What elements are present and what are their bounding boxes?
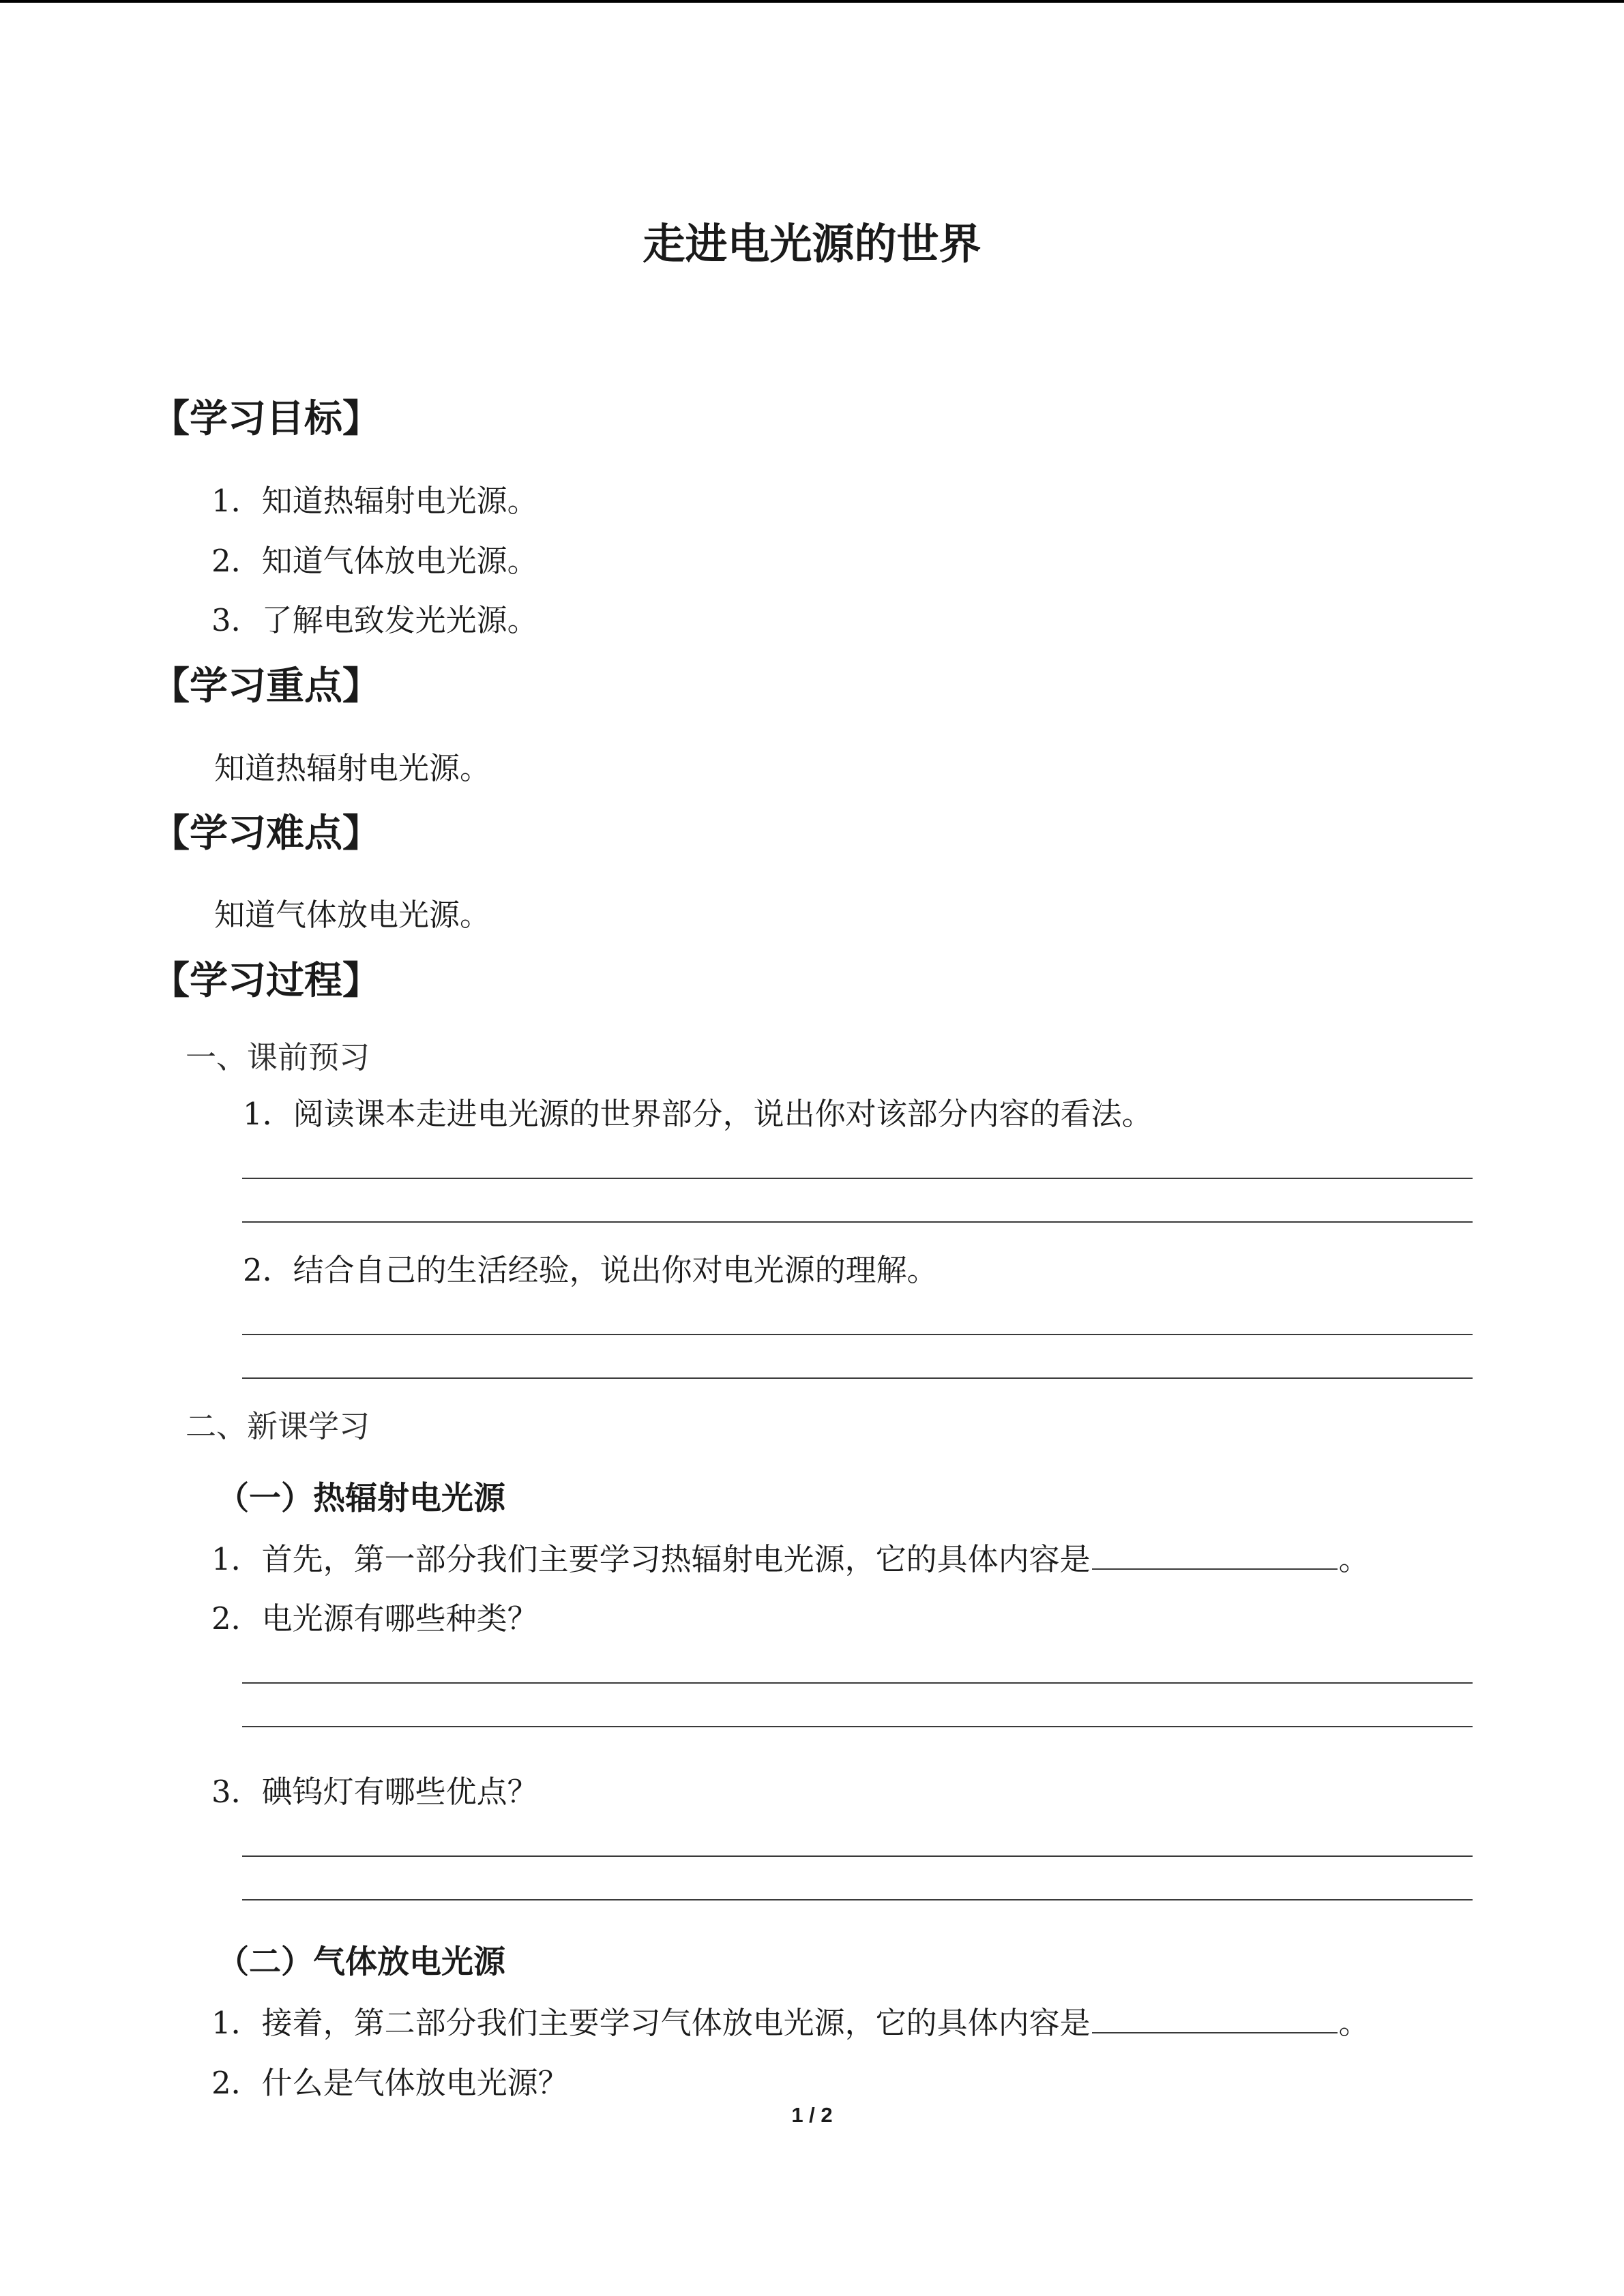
answer-line xyxy=(242,1899,1473,1900)
part2-question-1-text: 1．接着，第二部分我们主要学习气体放电光源，它的具体内容是 xyxy=(211,2005,1091,2041)
part1-question-2: 2．电光源有哪些种类？ xyxy=(211,1600,538,1637)
answer-line xyxy=(242,1726,1473,1727)
part2-question-1-end: 。 xyxy=(1338,2005,1370,2041)
key-points-heading: 【学习重点】 xyxy=(151,664,381,709)
part2-question-1 xyxy=(211,1998,1370,2042)
part1-title: （一）热辐射电光源 xyxy=(217,1480,505,1517)
part1-question-3: 3．碘钨灯有哪些优点？ xyxy=(211,1774,538,1810)
learning-process-heading: 【学习过程】 xyxy=(151,958,381,1003)
goal-item: 2．知道气体放电光源。 xyxy=(211,543,538,579)
part1-question-1-text: 1．首先，第一部分我们主要学习热辐射电光源，它的具体内容是 xyxy=(211,1541,1091,1577)
preview-question-2: 2．结合自己的生活经验，说出你对电光源的理解。 xyxy=(243,1252,938,1288)
difficulty-text: 知道气体放电光源。 xyxy=(214,897,491,933)
learning-goals-heading: 【学习目标】 xyxy=(151,396,381,441)
answer-line xyxy=(242,1682,1473,1684)
part2-title: （二）气体放电光源 xyxy=(217,1943,505,1981)
part1-question-1 xyxy=(211,1534,1370,1579)
document-title: 走进电光源的世界 xyxy=(643,219,981,269)
answer-line xyxy=(242,1178,1473,1179)
answer-line xyxy=(242,1855,1473,1857)
page-number: 1 / 2 xyxy=(791,2103,833,2127)
key-points-text: 知道热辐射电光源。 xyxy=(214,750,491,786)
answer-line xyxy=(242,1334,1473,1335)
goal-item: 3．了解电致发光光源。 xyxy=(211,602,538,638)
part1-question-1-end: 。 xyxy=(1338,1541,1370,1577)
part2-question-2: 2．什么是气体放电光源？ xyxy=(211,2065,569,2101)
answer-line xyxy=(242,1377,1473,1379)
page-top-border xyxy=(0,0,1624,3)
goal-item: 1．知道热辐射电光源。 xyxy=(211,483,538,519)
answer-line xyxy=(242,1221,1473,1223)
fill-in-blank[interactable] xyxy=(1092,1538,1338,1570)
difficulty-heading: 【学习难点】 xyxy=(151,811,381,856)
preview-question-1: 1．阅读课本走进电光源的世界部分，说出你对该部分内容的看法。 xyxy=(243,1096,1153,1132)
fill-in-blank[interactable] xyxy=(1092,2002,1338,2033)
new-lesson-heading: 二、新课学习 xyxy=(186,1408,370,1444)
preview-heading: 一、课前预习 xyxy=(186,1039,370,1075)
